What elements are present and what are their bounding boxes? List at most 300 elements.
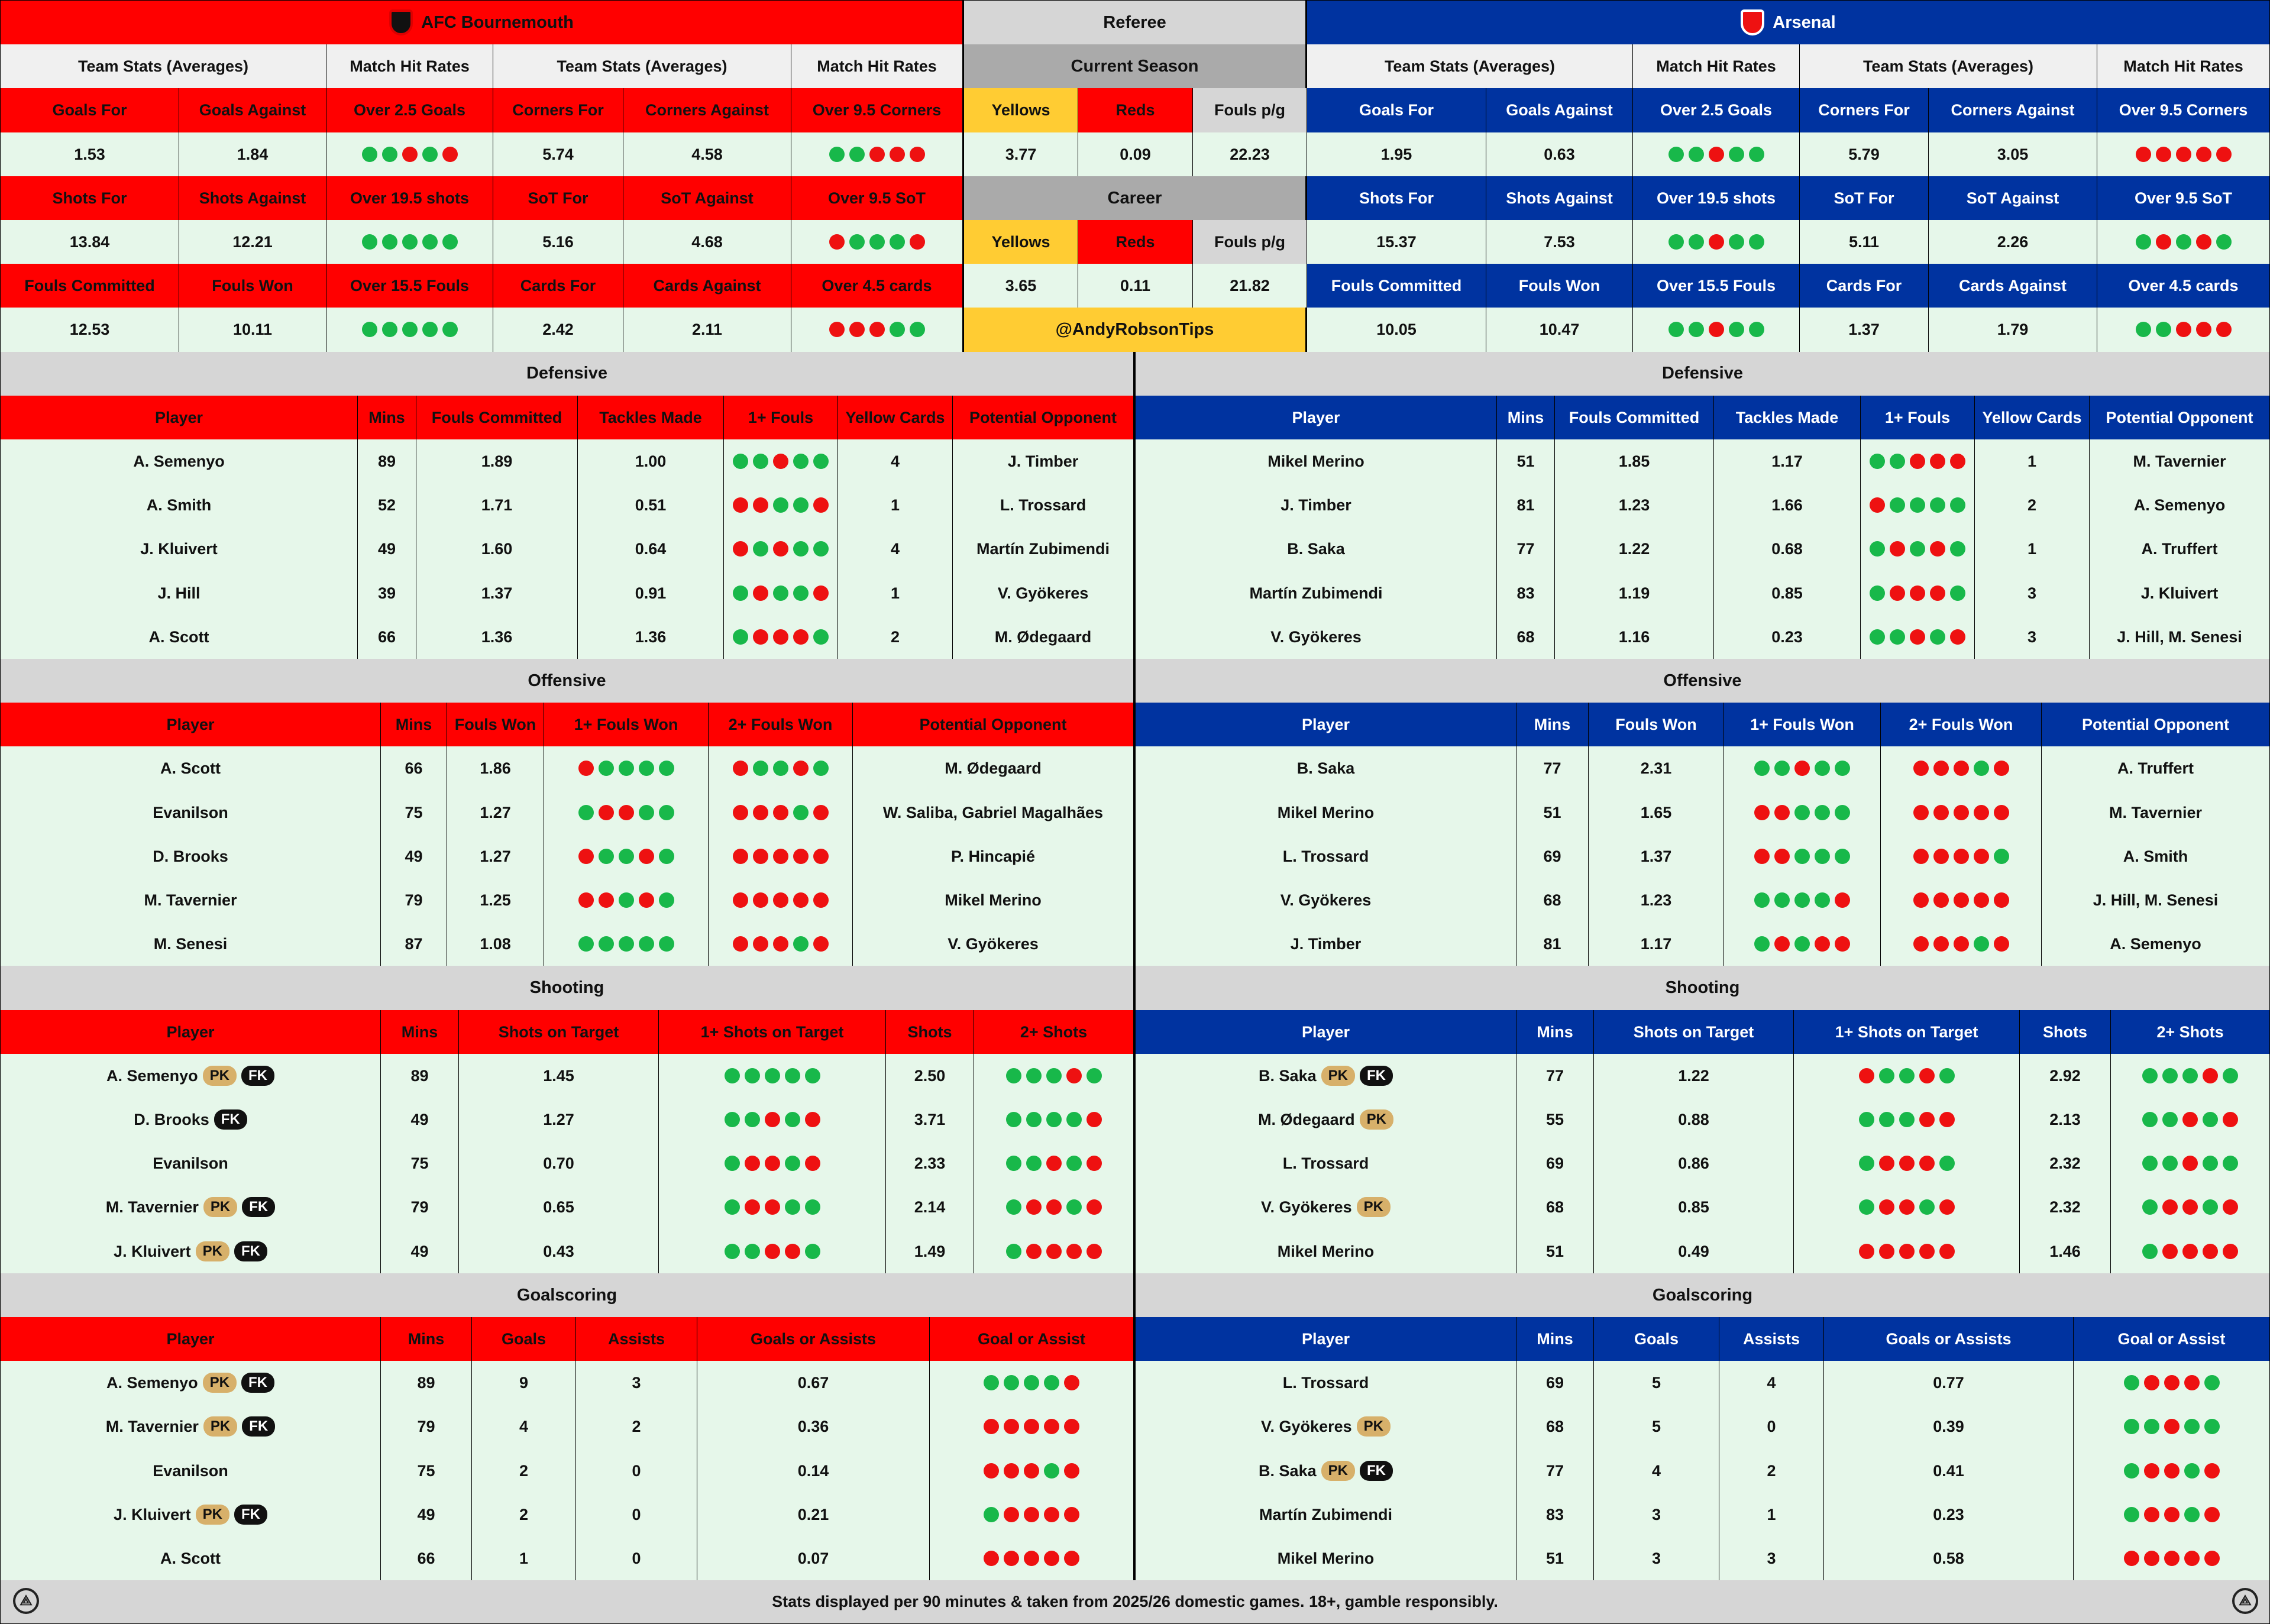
away-hit-rate-dots xyxy=(2136,322,2232,337)
hit-dot xyxy=(2162,1112,2178,1127)
away-defensive-value: A. Semenyo xyxy=(2090,483,2269,527)
miss-dot xyxy=(773,849,788,864)
home-shooting-header: Mins xyxy=(381,1010,458,1054)
away-offensive-header: Potential Opponent xyxy=(2042,703,2269,746)
away-stat-value: 5.79 xyxy=(1800,132,1928,176)
player-name-text: D. Brooks xyxy=(134,1110,209,1128)
home-stat-label: Over 15.5 Fouls xyxy=(326,264,493,308)
miss-dot xyxy=(1950,454,1965,469)
home-stat-value: 1.53 xyxy=(1,132,179,176)
miss-dot xyxy=(1087,1244,1102,1259)
away-offensive-value xyxy=(1724,922,1880,966)
hit-dot xyxy=(2142,1068,2158,1083)
away-form-dots xyxy=(2142,1156,2238,1171)
referee-stat-label: Yellows xyxy=(964,220,1078,264)
away-goalscoring-header: Mins xyxy=(1516,1317,1593,1361)
hit-dot xyxy=(1044,1463,1059,1479)
home-goalscoring-header: Goals xyxy=(472,1317,575,1361)
away-shooting-header: 1+ Shots on Target xyxy=(1794,1010,2019,1054)
hit-dot xyxy=(1890,629,1905,645)
hit-dot xyxy=(1859,1112,1874,1127)
home-group-label: Team Stats (Averages) xyxy=(493,44,791,88)
miss-dot xyxy=(619,805,634,820)
home-stat-label: Goals Against xyxy=(179,88,326,132)
home-shooting-value xyxy=(974,1054,1133,1098)
hit-dot xyxy=(1754,936,1770,952)
fk-taker-badge: FK xyxy=(234,1505,267,1525)
home-offensive-header: 1+ Fouls Won xyxy=(544,703,708,746)
hit-dot xyxy=(1774,892,1790,908)
home-shooting-value: 0.65 xyxy=(459,1185,658,1229)
away-goalscoring-value: 0 xyxy=(1719,1405,1823,1448)
hit-dot xyxy=(1930,629,1945,645)
home-stat-label: SoT Against xyxy=(623,176,791,220)
home-player-name xyxy=(1,483,357,527)
away-player-name xyxy=(1136,1493,1516,1536)
home-goalscoring-header: Assists xyxy=(576,1317,697,1361)
hit-dot xyxy=(1870,454,1885,469)
referee-career-value: 21.82 xyxy=(1193,264,1307,308)
miss-dot xyxy=(1087,1112,1102,1127)
hit-dot xyxy=(1890,497,1905,513)
home-goalscoring-value: 2 xyxy=(576,1405,697,1448)
hit-dot xyxy=(849,234,865,250)
away-stat-value xyxy=(2097,132,2269,176)
away-defensive-value: 81 xyxy=(1497,483,1554,527)
hit-dot xyxy=(1994,849,2009,864)
home-form-dots xyxy=(984,1375,1079,1390)
hit-dot xyxy=(1950,541,1965,557)
away-offensive-title: Offensive xyxy=(1136,659,2269,703)
home-stat-label: Cards Against xyxy=(623,264,791,308)
home-defensive-value: 1.00 xyxy=(578,439,723,483)
player-name-text: M. Senesi xyxy=(153,935,228,953)
player-name-text: A. Scott xyxy=(160,1549,221,1567)
home-offensive-value xyxy=(709,922,852,966)
away-defensive-value: A. Truffert xyxy=(2090,527,2269,571)
home-form-dots xyxy=(578,849,674,864)
hit-dot xyxy=(2142,1156,2158,1171)
hit-dot xyxy=(793,454,809,469)
miss-dot xyxy=(1754,849,1770,864)
miss-dot xyxy=(1709,234,1724,250)
home-stat-value: 4.68 xyxy=(623,220,791,264)
miss-dot xyxy=(1044,1551,1059,1566)
career-label: Career xyxy=(964,176,1305,220)
home-player-name xyxy=(1,1493,380,1536)
home-stat-label: Over 4.5 cards xyxy=(791,264,962,308)
miss-dot xyxy=(1919,1244,1935,1259)
away-player-name xyxy=(1136,1230,1516,1273)
miss-dot xyxy=(773,936,788,952)
away-player-name xyxy=(1136,1449,1516,1493)
miss-dot xyxy=(1064,1463,1079,1479)
home-shooting-value: 2.50 xyxy=(886,1054,974,1098)
home-offensive-value: 1.08 xyxy=(447,922,544,966)
away-defensive-header: Mins xyxy=(1497,396,1554,439)
away-offensive-header: 2+ Fouls Won xyxy=(1881,703,2041,746)
away-defensive-value: 1.19 xyxy=(1555,571,1713,615)
away-stat-label: Shots For xyxy=(1307,176,1486,220)
away-form-dots xyxy=(1870,497,1965,513)
away-goalscoring-value: 3 xyxy=(1594,1536,1719,1580)
hit-dot xyxy=(753,454,768,469)
miss-dot xyxy=(1930,541,1945,557)
away-stat-value: 5.11 xyxy=(1800,220,1928,264)
home-offensive-value: P. Hincapié xyxy=(853,834,1133,878)
away-player-name xyxy=(1136,527,1496,571)
miss-dot xyxy=(765,1112,780,1127)
hit-dot xyxy=(442,322,458,337)
away-form-dots xyxy=(2142,1199,2238,1215)
hit-dot xyxy=(578,805,594,820)
away-form-dots xyxy=(1859,1112,1955,1127)
miss-dot xyxy=(773,541,788,557)
hit-dot xyxy=(1835,805,1850,820)
away-offensive-value: A. Truffert xyxy=(2042,746,2269,790)
miss-dot xyxy=(1709,147,1724,162)
player-name-text: Evanilson xyxy=(153,1154,228,1173)
miss-dot xyxy=(2182,1112,2198,1127)
away-shooting-value xyxy=(2111,1141,2269,1185)
home-stat-value: 2.11 xyxy=(623,308,791,351)
home-defensive-value: 1.60 xyxy=(416,527,577,571)
miss-dot xyxy=(745,1156,760,1171)
player-name-text: J. Kluivert xyxy=(114,1242,191,1260)
away-player-name xyxy=(1136,834,1516,878)
miss-dot xyxy=(765,1156,780,1171)
home-form-dots xyxy=(578,892,674,908)
home-goalscoring-value: 9 xyxy=(472,1361,575,1405)
away-shooting-header: Mins xyxy=(1516,1010,1593,1054)
away-group-label: Match Hit Rates xyxy=(1633,44,1799,88)
miss-dot xyxy=(869,322,885,337)
home-shooting-value xyxy=(659,1230,885,1273)
away-shooting-value: 55 xyxy=(1516,1098,1593,1141)
away-form-dots xyxy=(1754,892,1850,908)
hit-dot xyxy=(1974,936,1989,952)
player-name-text: L. Trossard xyxy=(1282,1154,1369,1173)
miss-dot xyxy=(813,497,829,513)
home-group-label: Match Hit Rates xyxy=(326,44,493,88)
hit-dot xyxy=(1815,761,1830,776)
referee-stat-label: Fouls p/g xyxy=(1193,220,1307,264)
home-defensive-header: Potential Opponent xyxy=(953,396,1133,439)
away-stat-value xyxy=(1633,308,1799,351)
miss-dot xyxy=(793,849,809,864)
away-defensive-header: Player xyxy=(1136,396,1496,439)
home-stat-value xyxy=(326,308,493,351)
home-shooting-value: 89 xyxy=(381,1054,458,1098)
home-goalscoring-value xyxy=(930,1449,1133,1493)
away-shooting-value xyxy=(2111,1230,2269,1273)
home-shooting-value xyxy=(974,1185,1133,1229)
away-goalscoring-value: 0.58 xyxy=(1824,1536,2073,1580)
hit-dot xyxy=(1066,1199,1082,1215)
away-stat-label: Over 15.5 Fouls xyxy=(1633,264,1799,308)
away-shooting-value xyxy=(1794,1054,2019,1098)
away-defensive-value: 1 xyxy=(1975,439,2089,483)
miss-dot xyxy=(1024,1507,1039,1522)
away-stat-label: Over 9.5 SoT xyxy=(2097,176,2269,220)
miss-dot xyxy=(1004,1463,1019,1479)
home-offensive-value: 1.25 xyxy=(447,878,544,922)
home-form-dots xyxy=(733,585,829,601)
home-shooting-value: 0.43 xyxy=(459,1230,658,1273)
home-goalscoring-value: 2 xyxy=(472,1449,575,1493)
home-player-name xyxy=(1,1185,380,1229)
away-player-name xyxy=(1136,1098,1516,1141)
home-shooting-value: 3.71 xyxy=(886,1098,974,1141)
away-defensive-value: 3 xyxy=(1975,571,2089,615)
player-name-text: M. Tavernier xyxy=(144,891,237,909)
player-name-text: J. Timber xyxy=(1280,496,1351,515)
miss-dot xyxy=(1046,1156,1062,1171)
miss-dot xyxy=(1754,805,1770,820)
hit-dot xyxy=(890,322,905,337)
away-defensive-value: 1.23 xyxy=(1555,483,1713,527)
miss-dot xyxy=(733,761,748,776)
player-name-text: Mikel Merino xyxy=(1267,452,1364,470)
away-form-dots xyxy=(1913,892,2009,908)
miss-dot xyxy=(745,1199,760,1215)
player-name-text: M. Tavernier xyxy=(105,1418,199,1436)
miss-dot xyxy=(1879,1156,1894,1171)
away-form-dots xyxy=(1754,805,1850,820)
home-form-dots xyxy=(725,1244,820,1259)
miss-dot xyxy=(1954,936,1969,952)
away-goalscoring-title: Goalscoring xyxy=(1136,1273,2269,1317)
miss-dot xyxy=(813,936,829,952)
hit-dot xyxy=(362,147,377,162)
author-handle: @AndyRobsonTips xyxy=(964,308,1305,351)
home-offensive-header: Potential Opponent xyxy=(853,703,1133,746)
hit-dot xyxy=(805,1199,820,1215)
miss-dot xyxy=(793,629,809,645)
miss-dot xyxy=(402,147,418,162)
miss-dot xyxy=(813,849,829,864)
away-offensive-value: 1.65 xyxy=(1589,791,1723,834)
away-offensive-value: 69 xyxy=(1516,834,1588,878)
away-defensive-value: 68 xyxy=(1497,615,1554,659)
away-offensive-value: 51 xyxy=(1516,791,1588,834)
hit-dot xyxy=(2203,1112,2218,1127)
away-stat-value: 1.37 xyxy=(1800,308,1928,351)
miss-dot xyxy=(785,1244,800,1259)
referee-header: Referee xyxy=(964,1,1305,44)
hit-dot xyxy=(619,849,634,864)
miss-dot xyxy=(1794,761,1810,776)
miss-dot xyxy=(1910,629,1925,645)
hit-dot xyxy=(1910,541,1925,557)
away-offensive-value: A. Smith xyxy=(2042,834,2269,878)
away-defensive-header: Yellow Cards xyxy=(1975,396,2089,439)
away-defensive-value: 0.23 xyxy=(1714,615,1860,659)
miss-dot xyxy=(1919,1112,1935,1127)
home-defensive-value: M. Ødegaard xyxy=(953,615,1133,659)
player-name-text: A. Semenyo xyxy=(133,452,225,470)
away-group-label: Team Stats (Averages) xyxy=(1307,44,1632,88)
away-stat-label: Over 4.5 cards xyxy=(2097,264,2269,308)
home-player-name xyxy=(1,1141,380,1185)
referee-current-value: 3.77 xyxy=(964,132,1078,176)
home-shooting-header: 1+ Shots on Target xyxy=(659,1010,885,1054)
away-shooting-value: 1.46 xyxy=(2020,1230,2110,1273)
miss-dot xyxy=(2164,1463,2180,1479)
home-form-dots xyxy=(725,1068,820,1083)
hit-dot xyxy=(382,147,397,162)
away-offensive-value xyxy=(1724,834,1880,878)
miss-dot xyxy=(1064,1507,1079,1522)
miss-dot xyxy=(578,761,594,776)
home-defensive-value: 1 xyxy=(838,483,952,527)
away-goalscoring-value: 2 xyxy=(1719,1449,1823,1493)
hit-dot xyxy=(1879,1112,1894,1127)
away-stat-value: 15.37 xyxy=(1307,220,1486,264)
home-stat-value xyxy=(791,308,962,351)
hit-dot xyxy=(745,1112,760,1127)
miss-dot xyxy=(1859,1068,1874,1083)
home-offensive-value: 1.86 xyxy=(447,746,544,790)
bournemouth-crest-icon xyxy=(389,9,413,35)
miss-dot xyxy=(910,147,925,162)
hit-dot xyxy=(984,1375,999,1390)
home-form-dots xyxy=(733,761,829,776)
away-defensive-value: 1.17 xyxy=(1714,439,1860,483)
miss-dot xyxy=(1835,936,1850,952)
home-offensive-value: 66 xyxy=(381,746,447,790)
hit-dot xyxy=(785,1068,800,1083)
home-goalscoring-value: 0 xyxy=(576,1536,697,1580)
miss-dot xyxy=(1044,1419,1059,1434)
hit-dot xyxy=(1794,892,1810,908)
player-name-text: V. Gyökeres xyxy=(1261,1198,1352,1217)
miss-dot xyxy=(753,892,768,908)
home-stat-label: SoT For xyxy=(493,176,623,220)
home-goalscoring-value: 89 xyxy=(381,1361,471,1405)
miss-dot xyxy=(1026,1199,1042,1215)
home-shooting-value: 0.70 xyxy=(459,1141,658,1185)
miss-dot xyxy=(813,892,829,908)
away-stat-label: Corners For xyxy=(1800,88,1928,132)
player-name-text: J. Hill xyxy=(157,584,201,602)
miss-dot xyxy=(442,147,458,162)
miss-dot xyxy=(2184,1375,2200,1390)
hit-dot xyxy=(422,147,438,162)
hit-dot xyxy=(793,805,809,820)
home-shooting-value: 1.45 xyxy=(459,1054,658,1098)
hit-dot xyxy=(1668,234,1684,250)
miss-dot xyxy=(813,585,829,601)
pk-taker-badge: PK xyxy=(1321,1066,1355,1086)
away-offensive-value xyxy=(1724,746,1880,790)
hit-dot xyxy=(725,1244,740,1259)
miss-dot xyxy=(1974,849,1989,864)
miss-dot xyxy=(1066,1068,1082,1083)
away-group-label: Match Hit Rates xyxy=(2097,44,2269,88)
home-form-dots xyxy=(578,936,674,952)
miss-dot xyxy=(1994,805,2009,820)
home-form-dots xyxy=(733,497,829,513)
miss-dot xyxy=(599,892,614,908)
away-player-name xyxy=(1136,746,1516,790)
away-shooting-value: 77 xyxy=(1516,1054,1593,1098)
home-offensive-value: 87 xyxy=(381,922,447,966)
hit-dot xyxy=(578,936,594,952)
away-goalscoring-value: 3 xyxy=(1594,1493,1719,1536)
miss-dot xyxy=(2203,1244,2218,1259)
away-stat-label: SoT For xyxy=(1800,176,1928,220)
miss-dot xyxy=(2162,1244,2178,1259)
miss-dot xyxy=(1064,1375,1079,1390)
away-form-dots xyxy=(1870,454,1965,469)
away-player-name xyxy=(1136,1536,1516,1580)
hit-dot xyxy=(2184,1507,2200,1522)
fk-taker-badge: FK xyxy=(242,1197,275,1217)
away-defensive-value: J. Kluivert xyxy=(2090,571,2269,615)
hit-dot xyxy=(785,1112,800,1127)
away-form-dots xyxy=(1859,1199,1955,1215)
pk-taker-badge: PK xyxy=(1357,1197,1391,1217)
home-hit-rate-dots xyxy=(829,234,925,250)
miss-dot xyxy=(1046,1199,1062,1215)
brand-logo-icon: ⟁ xyxy=(2232,1588,2258,1614)
away-offensive-value: 1.17 xyxy=(1589,922,1723,966)
home-offensive-header: 2+ Fouls Won xyxy=(709,703,852,746)
home-goalscoring-value: 3 xyxy=(576,1361,697,1405)
miss-dot xyxy=(765,1244,780,1259)
away-offensive-value xyxy=(1881,746,2041,790)
away-stat-label: Goals For xyxy=(1307,88,1486,132)
hit-dot xyxy=(1044,1375,1059,1390)
away-form-dots xyxy=(2124,1375,2220,1390)
away-defensive-value: 51 xyxy=(1497,439,1554,483)
hit-dot xyxy=(599,761,614,776)
miss-dot xyxy=(2164,1375,2180,1390)
miss-dot xyxy=(1994,892,2009,908)
miss-dot xyxy=(2223,1112,2238,1127)
away-defensive-value xyxy=(1861,439,1974,483)
away-goalscoring-value: 5 xyxy=(1594,1405,1719,1448)
miss-dot xyxy=(2164,1507,2180,1522)
hit-dot xyxy=(1835,849,1850,864)
miss-dot xyxy=(2203,1068,2218,1083)
away-goalscoring-value: 0.77 xyxy=(1824,1361,2073,1405)
away-stat-value: 1.95 xyxy=(1307,132,1486,176)
home-player-name xyxy=(1,1361,380,1405)
home-team-header xyxy=(1,1,962,44)
away-defensive-value: 1.16 xyxy=(1555,615,1713,659)
hit-dot xyxy=(733,585,748,601)
hit-dot xyxy=(733,454,748,469)
away-goalscoring-value xyxy=(2074,1405,2269,1448)
fk-taker-badge: FK xyxy=(241,1373,274,1393)
home-form-dots xyxy=(733,805,829,820)
hit-dot xyxy=(1899,1112,1915,1127)
hit-dot xyxy=(1899,1068,1915,1083)
miss-dot xyxy=(1026,1244,1042,1259)
hit-dot xyxy=(793,541,809,557)
hit-dot xyxy=(2142,1244,2158,1259)
miss-dot xyxy=(2204,1551,2220,1566)
hit-dot xyxy=(2136,322,2151,337)
home-shooting-value: 2.33 xyxy=(886,1141,974,1185)
player-name-text: J. Kluivert xyxy=(114,1505,191,1523)
home-shooting-header: Player xyxy=(1,1010,380,1054)
away-stat-value: 10.47 xyxy=(1486,308,1632,351)
home-stat-label: Over 2.5 Goals xyxy=(326,88,493,132)
away-defensive-value: 0.85 xyxy=(1714,571,1860,615)
